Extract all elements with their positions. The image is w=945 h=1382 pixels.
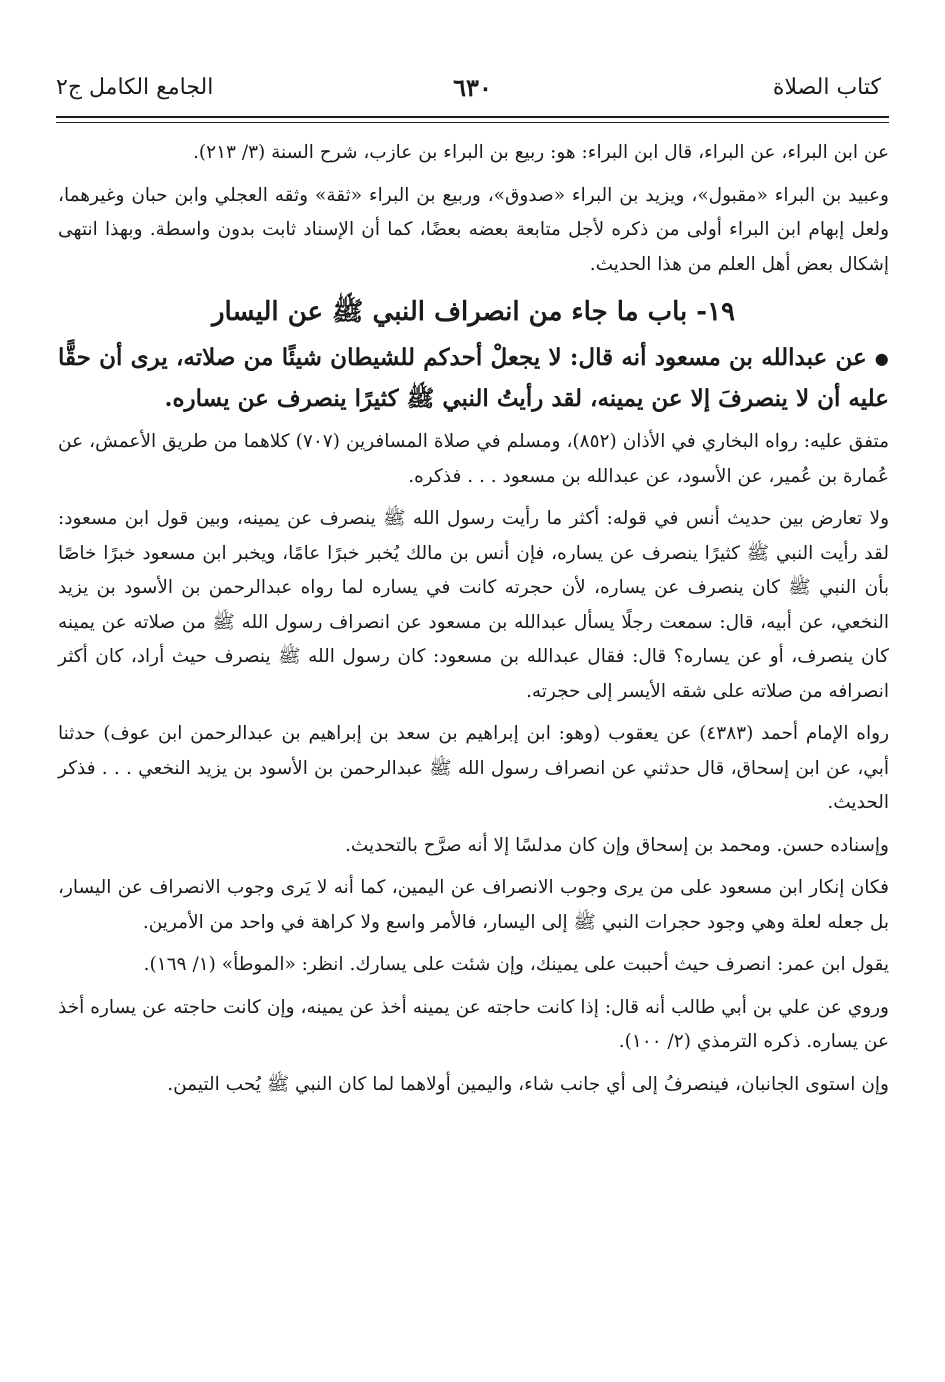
volume-title: الجامع الكامل ج٢ <box>56 75 214 100</box>
body-paragraph: يقول ابن عمر: انصرف حيث أحببت على يمينك، وإن شئت على يسارك. انظر: «الموطأ» (١/ ١٦٩). <box>143 954 889 975</box>
footnote-paragraph: وعبيد بن البراء «مقبول»، ويزيد بن البراء «صدوق»، وربيع بن البراء «ثقة» وثقه العجلي وابن حبان وغيرهما، ولعل إبهام ابن البراء أولى من ذكره لأجل متابعة بعضه بعضًا، كما أن الإسناد ثابت بدون واسطة. وبهذا انتهى إشكال بعض أهل العلم من هذا الحديث. <box>58 184 889 275</box>
body-paragraph: وإسناده حسن. ومحمد بن إسحاق وإن كان مدلسًا إلا أنه صرَّح بالتحديث. <box>344 834 889 856</box>
header-rule-thick <box>56 116 889 118</box>
body-paragraph: فكان إنكار ابن مسعود على من يرى وجوب الانصراف عن اليمين، كما أنه لا يَرى وجوب الانصراف عن اليسار، بل جعله لعلة وهي وجود حجرات النبي ﷺ إلى اليسار، فالأمر واسع ولا كراهة في واحد من الأمرين. <box>58 877 889 933</box>
body-paragraph: ولا تعارض بين حديث أنس في قوله: أكثر ما رأيت رسول الله ﷺ ينصرف عن يمينه، وبين قول ابن مسعود: لقد رأيت النبي ﷺ كثيرًا ينصرف عن يساره، فإن أنس بن مالك يُخبر خبرًا عامًا، ويخبر ابن مسعود خبرًا خاصًا بأن النبي ﷺ كان ينصرف عن يساره، لأن حجرته كانت في يساره لما رواه عبدالرحمن بن الأسود بن يزيد النخعي، عن أبيه، قال: سمعت رجلًا يسأل عبدالله بن مسعود عن انصراف رسول الله ﷺ من صلاته عن يمينه كان ينصرف، أو عن يساره؟ قال: فقال عبدالله بن مسعود: كان رسول الله ﷺ ينصرف حيث أراد، كان أكثر انصرافه من صلاته على شقه الأيسر إلى حجرته. <box>58 508 889 702</box>
body-paragraph: رواه الإمام أحمد (٤٣٨٣) عن يعقوب (وهو: ابن إبراهيم بن سعد بن إبراهيم بن عبدالرحمن ابن عوف) حدثنا أبي، عن ابن إسحاق، قال حدثني عن انصراف رسول الله ﷺ عبدالرحمن بن الأسود بن يزيد النخعي . . . فذكر الحديث. <box>58 723 889 813</box>
footnote-paragraph: عن ابن البراء، عن البراء، قال ابن البراء: هو: ربيع بن البراء بن عازب، شرح السنة (٣/ ٢١٣). <box>193 142 889 163</box>
header-rule-thin <box>56 122 889 123</box>
body-paragraph: وإن استوى الجانبان، فينصرفُ إلى أي جانب شاء، واليمين أولاهما لما كان النبي ﷺ يُحب التيمن. <box>167 1073 889 1095</box>
body-paragraph: وروي عن علي بن أبي طالب أنه قال: إذا كانت حاجته عن يمينه أخذ عن يمينه، وإن كانت حاجته عن يساره أخذ عن يساره. ذكره الترمذي (٢/ ١٠٠). <box>58 996 889 1052</box>
hadith-body: عن عبدالله بن مسعود أنه قال: لا يجعلْ أحدكم للشيطان شيئًا من صلاته، يرى أن حقًّا عليه أن لا ينصرفَ إلا عن يمينه، لقد رأيتُ النبي ﷺ كثيرًا ينصرف عن يساره. <box>58 344 889 412</box>
page-number: ٦٣٠ <box>453 73 492 102</box>
section-heading: ١٩- باب ما جاء من انصراف النبي ﷺ عن اليسار <box>211 297 736 327</box>
hadith-text <box>58 338 889 419</box>
bullet-icon: ● <box>874 349 889 368</box>
book-title: كتاب الصلاة <box>772 75 881 100</box>
body-paragraph: متفق عليه: رواه البخاري في الأذان (٨٥٢)، ومسلم في صلاة المسافرين (٧٠٧) كلاهما من طريق الأعمش، عن عُمارة بن عُمير، عن الأسود، عن عبدالله بن مسعود . . . فذكره. <box>58 431 889 487</box>
page-body <box>58 136 889 1102</box>
running-header <box>56 70 889 110</box>
